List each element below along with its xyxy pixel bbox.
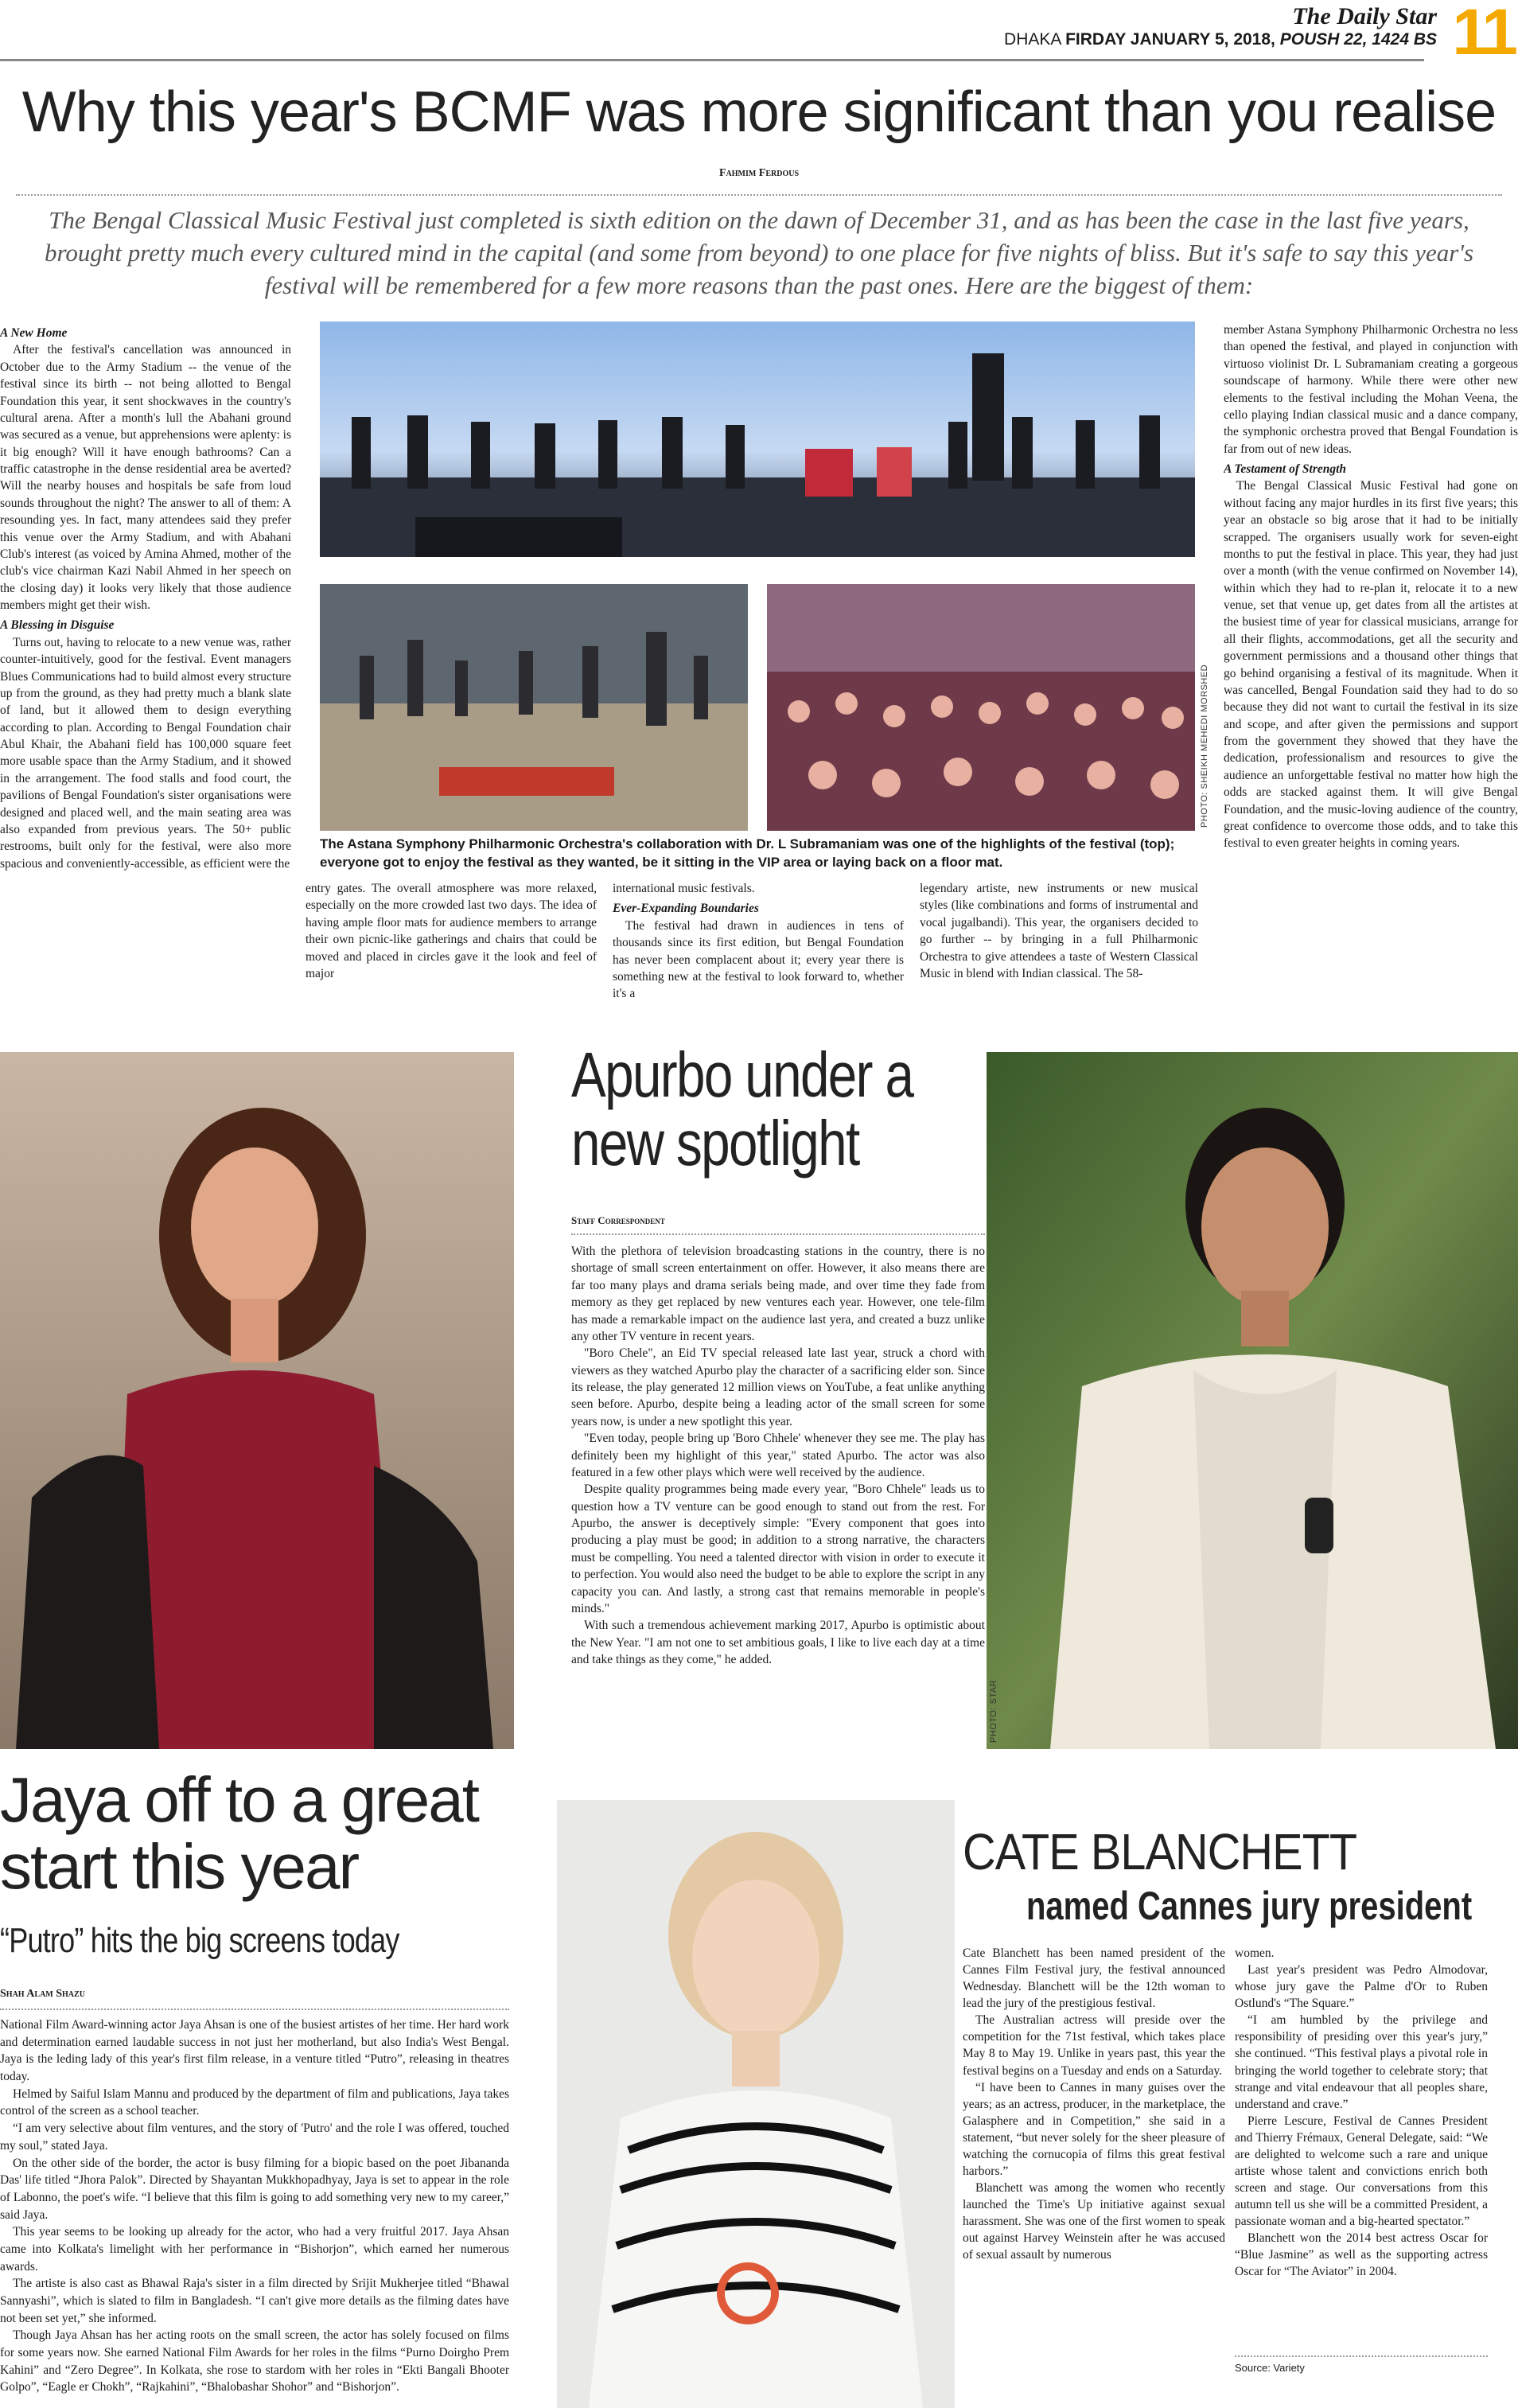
- paragraph: Pierre Lescure, Festival de Cannes President and Thierry Frémaux, General Delegate, said: “We are delighted to welcome such a rare and unique artiste whose talent and convictions enrich both screen and stage. Our conversations from this autumn tell us she will be a committed President, a passionate woman and a big-hearted spectator.”: [1235, 2114, 1488, 2229]
- paragraph: "Even today, people bring up 'Boro Chhele' whenever they see me. The play has definitely been my highlight of this year," stated Apurbo. The actor was also featured in a few other plays which were well received by the audience.: [571, 1432, 985, 1479]
- apurbo-headline: [571, 1041, 936, 1179]
- paragraph: “I have been to Cannes in many guises over the years; as an actress, producer, in the marketplace, the Galasphere and in Competition,” she said in a statement, “but never solely for the sheer pleasure of watching the cornucopia of films this great festival harbors.”: [963, 2080, 1225, 2179]
- jaya-photo: [0, 1052, 514, 1749]
- apurbo-photo: [987, 1052, 1518, 1749]
- paragraph: Cate Blanchett has been named president of the Cannes Film Festival jury, the festival announced Wednesday. Blanchett will be the 12th woman to lead the jury of the prestigious festival.: [963, 1946, 1225, 2011]
- cate-column-2: [1235, 1945, 1488, 2281]
- paragraph: Blanchett was among the women who recently launched the Time's Up initiative against sexual harassment. She was one of the first women to speak out against Harvey Weinstein after he was accused of sexual assault by numerous: [963, 2181, 1225, 2262]
- bcmf-photo-credit: PHOTO: SHEIKH MEHEDI MORSHED: [1200, 664, 1209, 828]
- section-subheading: A Blessing in Disguise: [0, 618, 115, 633]
- paragraph: Turns out, having to relocate to a new venue was, rather counter-intuitively, good for the festival. Event managers Blues Communications had to build almost every structure up from the ground, as they had pretty much a blank slate of land, but it allowed them to design everything according to plan. According to Bengal Foundation chair Abul Khair, the Abahani field has 100,000 square feet more usable space than the Army Stadium, and it showed in the arrangement. The food stalls and food court, the pavilions of Bengal Foundation's sister organisations were designed and placed well, and the main seating area was also expanded from previous years. The 50+ public restrooms, built only for the festival, were also more spacious and conveniently-accessible, as efficient were the: [0, 635, 291, 871]
- bcmf-column-4: [920, 880, 1198, 982]
- jaya-headline: [0, 1764, 541, 1902]
- bcmf-column-2: [306, 880, 597, 982]
- apurbo-byline: Staff Correspondent: [571, 1214, 665, 1226]
- apurbo-photo-credit: PHOTO: STAR: [989, 1679, 998, 1743]
- cate-source-rule: [1235, 2355, 1488, 2357]
- cate-source: Source: Variety: [1235, 2362, 1305, 2374]
- cate-headline-line-1: CATE BLANCHETT: [963, 1823, 1357, 1880]
- orchestra-photo: [320, 321, 1195, 557]
- masthead-rule: [0, 59, 1424, 61]
- dateline: [1004, 30, 1437, 49]
- bcmf-column-3: [613, 880, 904, 1003]
- dateline-date: FIRDAY JANUARY 5, 2018,: [1065, 30, 1275, 49]
- section-subheading: Ever-Expanding Boundaries: [613, 902, 759, 916]
- apurbo-article-body: [571, 1243, 985, 1668]
- bcmf-dotted-rule: [16, 194, 1502, 196]
- paper-name: The Daily Star: [1292, 3, 1437, 29]
- paragraph: women.: [1235, 1946, 1275, 1960]
- paragraph: National Film Award-winning actor Jaya Ahsan is one of the busiest artistes of her time. Her hard work and determination earned laudable success in not just her motherland, but also India's West Bengal. Jaya is the leding lady of this year's first film release, in a venture titled “Putro”, releasing in theatres today.: [0, 2018, 509, 2084]
- jaya-headline-line-2: start this year: [0, 1831, 359, 1902]
- paragraph: "Boro Chele", an Eid TV special released late last year, struck a chord with viewers as they watched Apurbo play the character of a sacrificing elder son. Since its release, the play generated 12 million views on YouTube, a feat unlike anything seen before. Apurbo, despite being a leading actor of the small screen for some years now, is under a new spotlight this year.: [571, 1346, 985, 1428]
- paragraph: The Bengal Classical Music Festival had gone on without facing any major hurdles in its first five years; this year an obstacle so big arose that it had to be initially scrapped. The organisers usually work for seven-eight months to put the festival in place. This year, they had just over a month (with the venue confirmed on November 14), within which they had to re-plan it, relocate it to a new venue, set that venue up, get dates from all the artistes at the busiest time of year for classical musicians, arrange for all their flights, accommodations, get all the security and government permissions and a thousand other things that go behind organising a festival of its magnitude. When it was cancelled, Bengal Foundation said they had to do so because they did not want to curtail the festival in its size and scope, and after given the permissions and support from the government they showed that they have the dedication, professionalism and resources to give the audience an unforgettable festival no matter how high the odds are stacked against them. It will give Bengal Foundation, and the music-loving audience of the country, great confidence to overcome those odds, and to take this festival to even greater heights in coming years.: [1224, 479, 1518, 851]
- bcmf-intro: The Bengal Classical Music Festival just completed is sixth edition on the dawn of December 31, and as has been the case in the last five years, brought pretty much every cultured mind in the capital (and some from beyond) to one place for five nights of bliss. But it's safe to say this year's festival will be remembered for a few more reasons than the past ones. Here are the biggest of them:: [44, 206, 1474, 300]
- paragraph: This year seems to be looking up already for the actor, who had a very fruitful 2017. Jaya Ahsan came into Kolkata's limelight with her performance in “Bishorjon”, which earned her numerous awards.: [0, 2225, 509, 2274]
- audience-photo: [767, 584, 1195, 831]
- floor-mat-photo: [320, 584, 748, 831]
- jaya-byline: Shah Alam Shazu: [0, 1988, 85, 2000]
- jaya-article-body: [0, 2016, 509, 2396]
- paragraph: “I am humbled by the privilege and responsibility of presiding over this year's jury,” she continued. “This festival plays a pivotal role in bringing the world together to celebrate story; that strange and vital endeavour that all peoples share, understand and crave.”: [1235, 2013, 1488, 2111]
- paragraph: “I am very selective about film ventures, and the story of 'Putro' and the role I was offered, touched my soul,” stated Jaya.: [0, 2122, 509, 2153]
- paragraph: On the other side of the border, the actor is busy filming for a biopic based on the poet Jibananda Das' life titled “Jhora Palok”. Directed by Shayantan Mukkhopadhyay, Jaya is set to appear in the role of Labonno, the poet's wife. “I believe that this film is going to add something very new to my career,” said Jaya.: [0, 2156, 509, 2222]
- cate-column-1: [963, 1945, 1225, 2263]
- dateline-city: DHAKA: [1004, 30, 1061, 49]
- jaya-subhead: “Putro” hits the big screens today: [0, 1921, 399, 1960]
- bcmf-byline: Fahmim Ferdous: [718, 167, 800, 179]
- paragraph: Though Jaya Ahsan has her acting roots on the small screen, the actor has solely focused on films for some years now. She earned National Film Awards for her roles in the films “Purno Doirgho Prem Kahini” and “Zero Degree”. In Kolkata, she rose to stardom with her roles in “Ekti Bangali Bhooter Golpo”, “Eagle er Chokh”, “Rajkahini”, “Bhalobashar Shohor” and “Bishorjon”.: [0, 2328, 509, 2394]
- paragraph: The festival had drawn in audiences in tens of thousands since its first edition, but Bengal Foundation has never been complacent about it; every year there is something new at the festival to look forward to, whether it's a: [613, 918, 904, 1001]
- paragraph: Helmed by Saiful Islam Mannu and produced by the department of film and publications, Jaya takes control of the screen as a school teacher.: [0, 2087, 509, 2118]
- paragraph: The Australian actress will preside over the competition for the 71st festival, which takes place May 8 to May 19. Unlike in years past, this year the festival begins on a Tuesday and ends on a Saturday.: [963, 2013, 1225, 2078]
- jaya-headline-line-1: Jaya off to a great: [0, 1764, 478, 1835]
- jaya-rule: [0, 2009, 509, 2010]
- page-number: 11: [1452, 0, 1515, 68]
- paragraph: After the festival's cancellation was announced in October due to the Army Stadium -- the venue of the festival since its birth -- not being allotted to Bengal Foundation this year, it sent shockwaves in the country's cultural arena. After a month's lull the Abahani ground was secured as a venue, but apprehensions were aplenty: is it big enough? Will it have enough bathrooms? Can a traffic catastrophe in the dense residential area be averted? Will the nearby houses and hospitals be safe from loud sounds throughout the night? The answer to all of them: A resounding yes. In fact, many attendees said they prefer this venue over the Army Stadium, and with Abahani Club's interest (as voiced by Amina Ahmed, mother of the club's vice chairman Kazi Nabil Ahmed in her speech on the closing day) it looks very likely that those audience members might get their wish.: [0, 343, 291, 612]
- bcmf-column-5: [1224, 321, 1518, 996]
- cate-photo: [557, 1800, 955, 2408]
- paragraph: With such a tremendous achievement marking 2017, Apurbo is optimistic about the New Year. "I am not one to set ambitious goals, I like to live each day at a time and take things as they come," he added.: [571, 1619, 985, 1666]
- paragraph: Blanchett won the 2014 best actress Oscar for “Blue Jasmine” as well as the supporting actress Oscar for “The Aviator” in 2004.: [1235, 2231, 1488, 2279]
- paragraph: Despite quality programmes being made every year, "Boro Chhele" leads us to question how a TV venture can be good enough to stand out from the rest. For Apurbo, the answer is deceptively simple: "Every component that goes into producing a play must be good; in addition to a strong narrative, the characters must be compelling. You need a talented director with vision in order to execute it to perfection. You would also need the budget to be able to explore the script in any capacity you can. And lastly, a strong cast that remains memorable in people's minds.": [571, 1483, 985, 1615]
- dateline-bengali: POUSH 22, 1424 BS: [1279, 30, 1437, 49]
- paragraph: entry gates. The overall atmosphere was more relaxed, especially on the more crowded last two days. The idea of having ample floor mats for audience members to arrange their own picnic-like gatherings and chairs that could be moved and placed in circles gave it the look and feel of major: [306, 882, 597, 980]
- paragraph: The artiste is also cast as Bhawal Raja's sister in a film directed by Srijit Mukherjee titled “Bhawal Sannyashi”, which is slated to film in Bangladesh. “I can't give more details as the filming dates have not been set yet,” she informed.: [0, 2277, 509, 2325]
- section-subheading: A New Home: [0, 326, 68, 340]
- cate-headline: [963, 1822, 1480, 1929]
- paragraph: legendary artiste, new instruments or new musical styles (like combinations and forms of instrumental and vocal jugalbandi). This year, the organisers decided to go further -- by bringing in a full Philharmonic Orchestra to give attendees a taste of Western Classical Music in blend with Indian classical. The 58-: [920, 882, 1198, 980]
- bcmf-caption: The Astana Symphony Philharmonic Orchestra's collaboration with Dr. L Subramaniam was one of the highlights of the festival (top); everyone got to enjoy the festival as they wanted, be it sitting in the VIP area or laying back on a floor mat.: [320, 836, 1175, 870]
- apurbo-headline-line-1: Apurbo under a: [571, 1039, 913, 1110]
- apurbo-headline-line-2: new spotlight: [571, 1108, 859, 1179]
- bcmf-headline: Why this year's BCMF was more significant than you realise: [21, 80, 1497, 144]
- apurbo-rule: [571, 1233, 985, 1235]
- masthead: [0, 0, 1518, 68]
- paragraph: Last year's president was Pedro Almodovar, whose jury gave the Palme d'Or to Ruben Ostlund's “The Square.”: [1235, 1963, 1488, 2011]
- paragraph: international music festivals.: [613, 882, 755, 895]
- paragraph: With the plethora of television broadcasting stations in the country, there is no shortage of small screen entertainment on offer. However, it also means there are far too many plays and drama serials being made, and over time they fade from memory as they get replaced by new ventures each year. However, one tele-film has made a remarkable impact on the audience last yera, and created a buzz unlike any other TV venture in recent years.: [571, 1245, 985, 1343]
- cate-headline-line-2: named Cannes jury president: [1026, 1884, 1473, 1928]
- paragraph: member Astana Symphony Philharmonic Orchestra no less than opened the festival, and played in conjunction with virtuoso violinist Dr. L Subramaniam creating a gorgeous soundscape of harmony. While there were other new elements to the festival including the Mohan Veena, the cello playing Indian classical music and a dance company, the symphonic orchestra proved that Bengal Foundation is far from out of new ideas.: [1224, 323, 1518, 456]
- bcmf-column-1: [0, 321, 291, 996]
- section-subheading: A Testament of Strength: [1224, 462, 1347, 476]
